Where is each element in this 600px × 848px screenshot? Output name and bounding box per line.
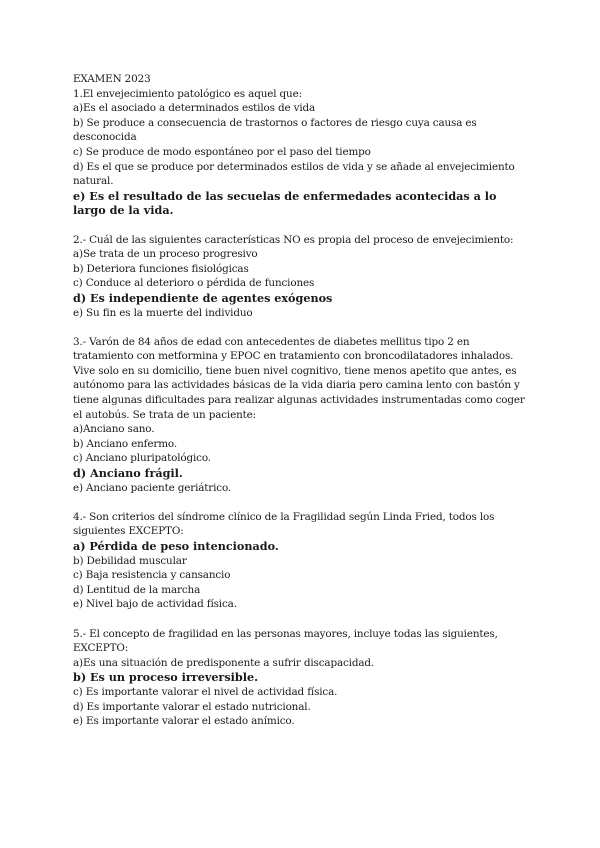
option-d: d) Es el que se produce por determinados estilos de vida y se añade al envejecimiento natural. — [73, 160, 515, 188]
option-a: a)Es el asociado a determinados estilos de vida — [73, 102, 316, 115]
question-3 — [73, 335, 525, 496]
option-b: b) Debilidad muscular — [73, 554, 187, 567]
question-stem: 4.- Son criterios del síndrome clínico de la Fragilidad según Linda Fried, todos los siguientes EXCEPTO: — [73, 510, 495, 538]
option-c: c) Es importante valorar el nivel de actividad física. — [73, 685, 338, 698]
question-1 — [73, 87, 525, 218]
option-d: d) Lentitud de la marcha — [73, 583, 201, 596]
option-a: a)Anciano sano. — [73, 423, 155, 436]
question-stem: 3.- Varón de 84 años de edad con antecedentes de diabetes mellitus tipo 2 en tratamiento con metformina y EPOC en tratamiento con broncodilatadores inhalados. Vive solo en su domicilio, tiene buen nivel cognitivo, tiene menos apetito que antes, es autónomo para las actividades básicas de la vida diaria pero camina lento con bastón y tiene algunas dificultades para realizar algunas actividades instrumentadas como coger el autobús. Se trata de un paciente: — [73, 335, 525, 421]
option-b: b) Se produce a consecuencia de trastornos o factores de riesgo cuya causa es desconocida — [73, 116, 477, 144]
option-list — [73, 247, 525, 320]
option-list — [73, 539, 525, 612]
option-c: c) Baja resistencia y cansancio — [73, 569, 231, 582]
option-c: c) Conduce al deterioro o pérdida de funciones — [73, 277, 315, 290]
option-e: e) Es importante valorar el estado anímico. — [73, 715, 295, 728]
option-a: a)Es una situación de predisponente a sufrir discapacidad. — [73, 656, 375, 669]
option-list — [73, 422, 525, 495]
option-c: c) Se produce de modo espontáneo por el paso del tiempo — [73, 145, 371, 158]
question-stem: 1.El envejecimiento patológico es aquel que: — [73, 87, 302, 100]
option-e: e) Anciano paciente geriátrico. — [73, 481, 232, 494]
option-list — [73, 656, 525, 729]
question-5 — [73, 627, 525, 729]
option-a: a)Se trata de un proceso progresivo — [73, 248, 258, 261]
exam-page — [73, 72, 525, 729]
option-d-correct: d) Es independiente de agentes exógenos — [73, 290, 333, 305]
option-c: c) Anciano pluripatológico. — [73, 452, 211, 465]
option-d: d) Es importante valorar el estado nutricional. — [73, 700, 311, 713]
option-b-correct: b) Es un proceso irreversible. — [73, 670, 258, 685]
question-2 — [73, 233, 525, 321]
question-stem: 2.- Cuál de las siguientes características NO es propia del proceso de envejecimiento: — [73, 233, 514, 246]
option-e: e) Su fin es la muerte del individuo — [73, 306, 253, 319]
option-d-correct: d) Anciano frágil. — [73, 466, 183, 481]
question-4 — [73, 510, 525, 612]
option-e-correct: e) Es el resultado de las secuelas de enfermedades acontecidas a lo largo de la vida. — [73, 188, 497, 218]
option-b: b) Anciano enfermo. — [73, 437, 177, 450]
exam-title: EXAMEN 2023 — [73, 73, 151, 85]
question-stem: 5.- El concepto de fragilidad en las personas mayores, incluye todas las siguientes, EXCEPTO: — [73, 627, 498, 655]
option-b: b) Deteriora funciones fisiológicas — [73, 262, 249, 275]
option-list — [73, 101, 525, 218]
option-e: e) Nivel bajo de actividad física. — [73, 598, 237, 611]
option-a-correct: a) Pérdida de peso intencionado. — [73, 539, 279, 553]
